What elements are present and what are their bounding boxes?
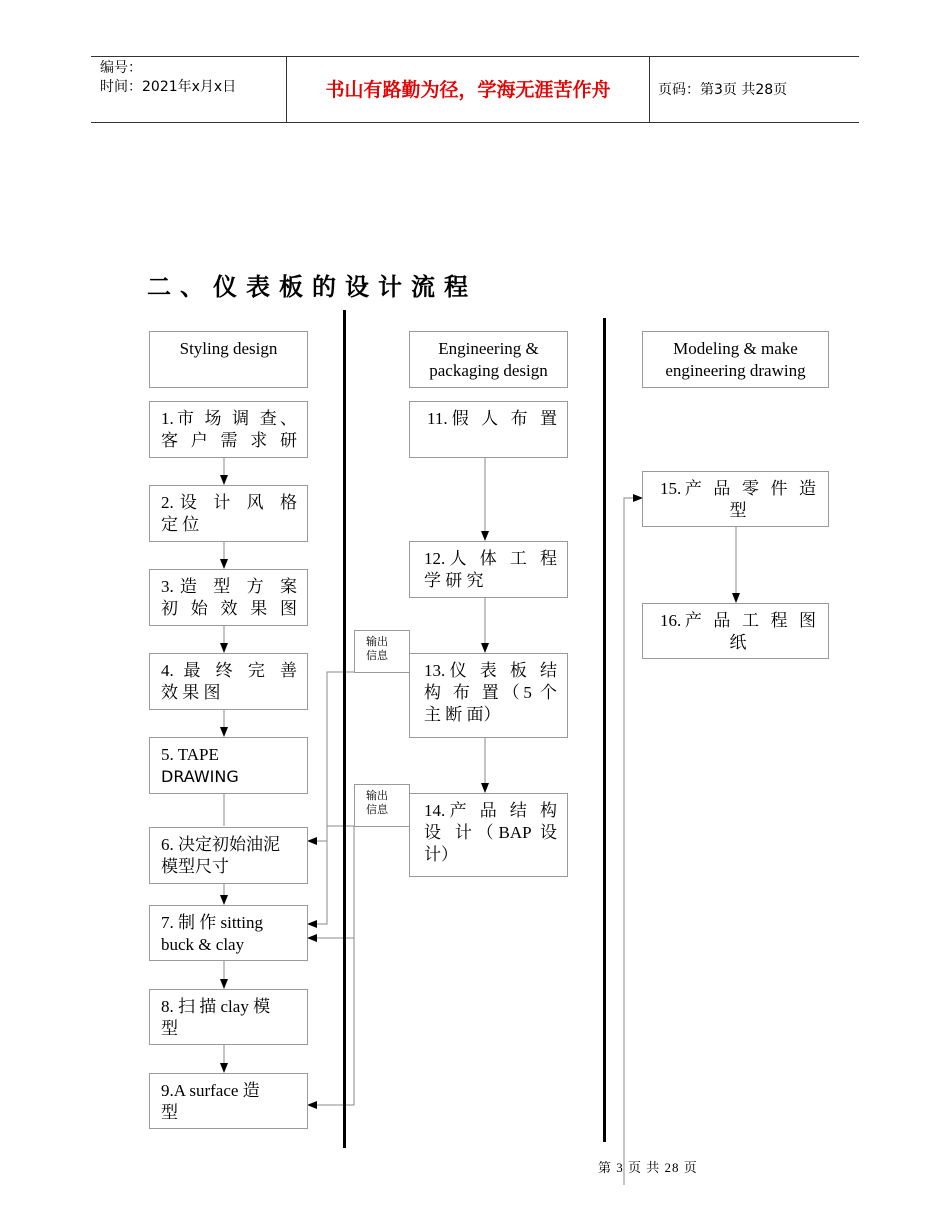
modeling-step-15-line2: 型 xyxy=(729,501,747,520)
modeling-step-15 xyxy=(642,471,829,527)
column-header-modeling-line2: engineering drawing xyxy=(665,361,806,380)
engineering-step-13-line3: 主 断 面） xyxy=(424,705,501,724)
styling-step-7 xyxy=(149,905,308,961)
styling-step-1 xyxy=(149,401,308,458)
styling-step-7-line2: buck & clay xyxy=(161,935,245,954)
engineering-step-11-line1: 11.假 人 布 置 xyxy=(427,409,557,428)
styling-step-3 xyxy=(149,569,308,626)
column-divider-2 xyxy=(603,318,606,1142)
styling-step-3-line1: 3.造 型 方 案 xyxy=(161,577,297,596)
styling-step-2-line2: 定 位 xyxy=(161,515,200,534)
engineering-step-13-line1: 13.仪 表 板 结 xyxy=(424,661,557,680)
header-page-info: 页码：第3页 共28页 xyxy=(658,82,788,98)
column-header-styling-text: Styling design xyxy=(179,339,278,358)
output-info-label-1 xyxy=(354,630,410,673)
engineering-step-14-line2: 设 计（BAP 设 xyxy=(424,823,557,842)
page-footer: 第 3 页 共 28 页 xyxy=(598,1160,698,1175)
column-divider-1 xyxy=(343,310,346,1148)
styling-step-4 xyxy=(149,653,308,710)
column-header-engineering xyxy=(409,331,568,388)
engineering-step-12 xyxy=(409,541,568,598)
styling-step-4-line1: 4. 最 终 完 善 xyxy=(161,661,297,680)
styling-step-6 xyxy=(149,827,308,884)
engineering-step-12-line1: 12.人 体 工 程 xyxy=(424,549,557,568)
output-info-label-1-line1: 输出 xyxy=(366,635,388,648)
modeling-step-15-line1: 15.产 品 零 件 造 xyxy=(660,479,816,498)
engineering-step-14-line1: 14.产 品 结 构 xyxy=(424,801,557,820)
modeling-step-16-line1: 16.产 品 工 程 图 xyxy=(660,611,816,630)
styling-step-9-line1: 9.A surface 造 xyxy=(161,1081,260,1100)
output-info-label-2-line2: 信息 xyxy=(366,803,388,816)
styling-step-5 xyxy=(149,737,308,794)
styling-step-2 xyxy=(149,485,308,542)
styling-step-1-line2: 客 户 需 求 研 xyxy=(161,431,297,450)
styling-step-5-line1: 5. TAPE xyxy=(161,745,219,764)
styling-step-9 xyxy=(149,1073,308,1129)
engineering-step-14-line3: 计） xyxy=(424,845,458,864)
styling-step-3-line2: 初 始 效 果 图 xyxy=(161,599,297,618)
output-info-label-2-line1: 输出 xyxy=(366,789,388,802)
styling-step-1-line1: 1.市 场 调 查、 xyxy=(161,409,297,428)
modeling-step-16-line2: 纸 xyxy=(729,633,747,652)
styling-step-7-line1: 7. 制 作 sitting xyxy=(161,913,264,932)
output-info-label-2 xyxy=(354,784,410,827)
styling-step-8-line2: 型 xyxy=(161,1019,178,1038)
column-header-modeling-line1: Modeling & make xyxy=(673,339,798,358)
styling-step-4-line2: 效 果 图 xyxy=(161,683,221,702)
engineering-step-13-line2: 构 布 置（5 个 xyxy=(424,683,557,702)
engineering-step-14 xyxy=(409,793,568,877)
column-header-engineering-line2: packaging design xyxy=(429,361,548,380)
engineering-step-13 xyxy=(409,653,568,738)
column-header-engineering-line1: Engineering & xyxy=(438,339,539,358)
styling-step-6-line1: 6. 决定初始油泥 xyxy=(161,835,280,854)
column-header-modeling xyxy=(642,331,829,388)
output-info-label-1-line2: 信息 xyxy=(366,649,388,662)
styling-step-8 xyxy=(149,989,308,1045)
styling-step-8-line1: 8. 扫 描 clay 模 xyxy=(161,997,271,1016)
engineering-step-11 xyxy=(409,401,568,458)
styling-step-9-line2: 型 xyxy=(161,1103,178,1122)
engineering-step-12-line2: 学 研 究 xyxy=(424,571,484,590)
header-number-label: 编号： xyxy=(100,60,142,76)
styling-step-2-line1: 2.设 计 风 格 xyxy=(161,493,297,512)
styling-step-5-line2: DRAWING xyxy=(161,767,239,786)
modeling-step-16 xyxy=(642,603,829,659)
section-title: 二、仪表板的设计流程 xyxy=(147,273,477,301)
styling-step-6-line2: 模型尺寸 xyxy=(161,857,229,876)
header-time-label: 时间：2021年x月x日 xyxy=(100,79,237,95)
header-motto: 书山有路勤为径，学海无涯苦作舟 xyxy=(325,79,611,101)
column-header-styling xyxy=(149,331,308,388)
